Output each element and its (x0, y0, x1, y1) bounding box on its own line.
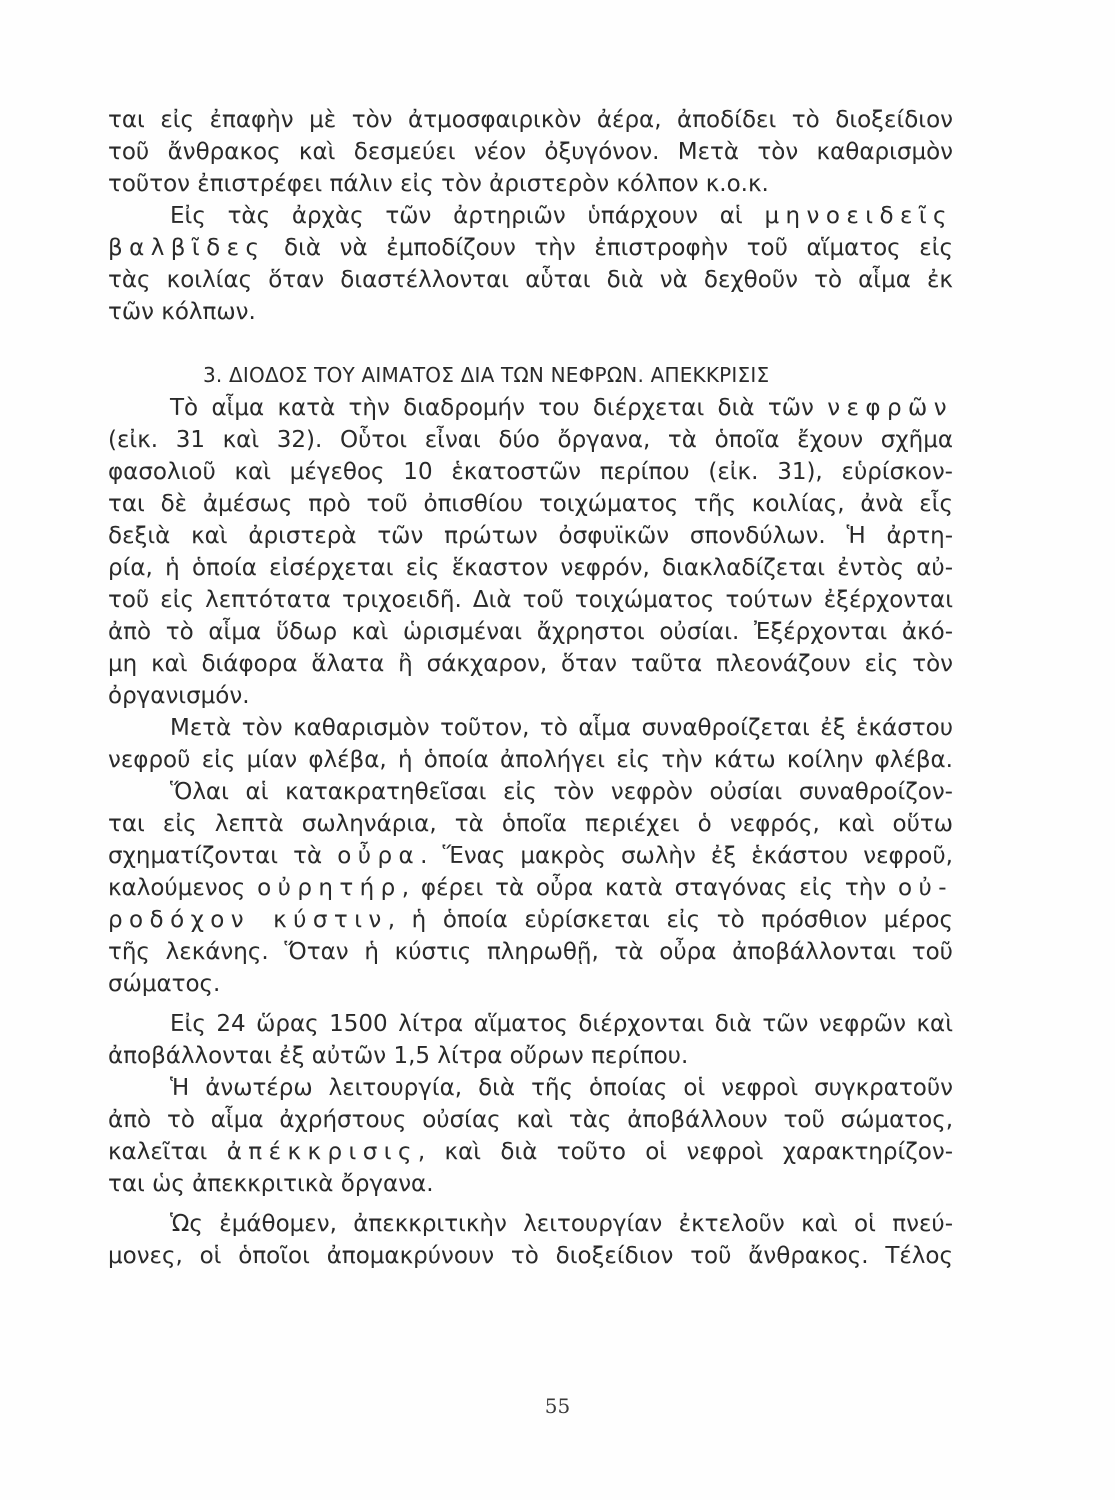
text-line: Ὅλαι αἱ κατακρατηθεῖσαι εἰς τὸν νεφρὸν οὐσίαι συναθροίζον- (170, 779, 953, 805)
text-line: σώματος. (108, 971, 221, 997)
text-line: ται ὡς ἀπεκκριτικὰ ὄργανα. (108, 1171, 434, 1197)
text-line: νεφροῦ εἰς μίαν φλέβα, ἡ ὁποία ἀπολήγει εἰς τὴν κάτω κοίλην φλέβα. (108, 747, 953, 773)
text-line (108, 200, 953, 232)
text-line: (εἰκ. 31 καὶ 32). Οὗτοι εἶναι δύο ὄργανα, τὰ ὁποῖα ἔχουν σχῆμα (108, 427, 953, 453)
text-line: ται εἰς ἐπαφὴν μὲ τὸν ἀτμοσφαιρικὸν ἀέρα, ἀποδίδει τὸ διοξείδιον (108, 107, 953, 133)
text-line: Ἡ ἀνωτέρω λειτουργία, διὰ τῆς ὁποίας οἱ νεφροὶ συγκρατοῦν (170, 1075, 953, 1101)
text-line: φασολιοῦ καὶ μέγεθος 10 ἑκατοστῶν περίπου (εἰκ. 31), εὑρίσκον- (108, 459, 953, 485)
text-line (108, 232, 953, 264)
text-line: ρία, ἡ ὁποία εἰσέρχεται εἰς ἕκαστον νεφρόν, διακλαδίζεται ἐντὸς αὐ- (108, 555, 953, 581)
text-fragment: , ἡ ὁποία εὑρίσκεται εἰς τὸ πρόσθιον μέρος (387, 907, 953, 933)
text-line (108, 904, 953, 936)
text-line (108, 840, 953, 872)
text-fragment: καλούμενος (108, 875, 258, 901)
text-fragment: καλεῖται (108, 1139, 227, 1165)
text-line: τὰς κοιλίας ὅταν διαστέλλονται αὗται διὰ νὰ δεχθοῦν τὸ αἷμα ἐκ (108, 267, 953, 293)
text-line: ὀργανισμόν. (108, 683, 250, 709)
text-fragment: , καὶ διὰ τοῦτο οἱ νεφροὶ χαρακτηρίζον- (417, 1139, 953, 1165)
spaced-term: ἀπέκκρισις (226, 1139, 418, 1165)
text-fragment: διὰ νὰ ἐμποδίζουν τὴν ἐπιστροφὴν τοῦ αἵματος εἰς (265, 235, 953, 261)
text-line: ται δὲ ἀμέσως πρὸ τοῦ ὀπισθίου τοιχώματος τῆς κοιλίας, ἀνὰ εἷς (108, 491, 953, 517)
spaced-term: μηνοειδεῖς (764, 203, 953, 229)
body-text (108, 104, 953, 1272)
text-line (108, 872, 953, 904)
spaced-term: ροδόχον κύστιν (108, 907, 388, 933)
text-line: τοῦ ἄνθρακος καὶ δεσμεύει νέον ὀξυγόνον. Μετὰ τὸν καθαρισμὸν (108, 139, 953, 165)
page-number: 55 (544, 1394, 571, 1418)
text-line: ἀπὸ τὸ αἷμα ὕδωρ καὶ ὡρισμέναι ἄχρηστοι οὐσίαι. Ἐξέρχονται ἀκό- (108, 619, 953, 645)
text-line: Ὡς ἐμάθομεν, ἀπεκκριτικὴν λειτουργίαν ἐκτελοῦν καὶ οἱ πνεύ- (170, 1211, 953, 1237)
text-line: ται εἰς λεπτὰ σωληνάρια, τὰ ὁποῖα περιέχει ὁ νεφρός, καὶ οὕτω (108, 811, 953, 837)
text-fragment: Τὸ αἷμα κατὰ τὴν διαδρομήν του διέρχεται διὰ τῶν (170, 395, 828, 421)
text-fragment: , φέρει τὰ οὖρα κατὰ σταγόνας εἰς τὴν (401, 875, 898, 901)
text-line: μη καὶ διάφορα ἅλατα ἢ σάκχαρον, ὅταν ταῦτα πλεονάζουν εἰς τὸν (108, 651, 953, 677)
text-line: ἀποβάλλονται ἐξ αὐτῶν 1,5 λίτρα οὔρων περίπου. (108, 1043, 689, 1069)
spaced-term: βαλβῖδες (108, 235, 266, 261)
spaced-term: οὐ- (898, 875, 953, 901)
text-line (108, 392, 953, 424)
text-fragment: Εἰς τὰς ἀρχὰς τῶν ἀρτηριῶν ὑπάρχουν αἱ (170, 203, 765, 229)
text-line: δεξιὰ καὶ ἀριστερὰ τῶν πρώτων ὀσφυϊκῶν σπονδύλων. Ἡ ἀρτη- (108, 523, 953, 549)
text-line: τοῦτον ἐπιστρέφει πάλιν εἰς τὸν ἀριστερὸν κόλπον κ.ο.κ. (108, 171, 769, 197)
text-line: τῶν κόλπων. (108, 299, 256, 325)
text-fragment: . Ἕνας μακρὸς σωλὴν ἐξ ἑκάστου νεφροῦ, (420, 843, 953, 869)
text-line: τοῦ εἰς λεπτότατα τριχοειδῆ. Διὰ τοῦ τοιχώματος τούτων ἐξέρχονται (108, 587, 953, 613)
spaced-term: οὐρητήρ (257, 875, 402, 901)
text-fragment: σχηματίζονται τὰ (108, 843, 338, 869)
text-line: Εἰς 24 ὥρας 1500 λίτρα αἵματος διέρχονται διὰ τῶν νεφρῶν καὶ (170, 1011, 953, 1037)
text-line (108, 1136, 953, 1168)
text-line: ἀπὸ τὸ αἷμα ἀχρήστους οὐσίας καὶ τὰς ἀποβάλλουν τοῦ σώματος, (108, 1107, 953, 1133)
text-line: μονες, οἱ ὁποῖοι ἀπομακρύνουν τὸ διοξείδιον τοῦ ἄνθρακος. Τέλος (108, 1243, 953, 1269)
text-line: τῆς λεκάνης. Ὅταν ἡ κύστις πληρωθῇ, τὰ οὖρα ἀποβάλλονται τοῦ (108, 939, 953, 965)
section-heading: 3. ΔΙΟΔΟΣ ΤΟΥ ΑΙΜΑΤΟΣ ΔΙΑ ΤΩΝ ΝΕΦΡΩΝ. ΑΠΕΚΚΡΙΣΙΣ (203, 363, 770, 387)
spaced-term: οὖρα (337, 843, 421, 869)
spaced-term: νεφρῶν (827, 395, 953, 421)
text-line: Μετὰ τὸν καθαρισμὸν τοῦτον, τὸ αἷμα συναθροίζεται ἐξ ἑκάστου (170, 715, 953, 741)
